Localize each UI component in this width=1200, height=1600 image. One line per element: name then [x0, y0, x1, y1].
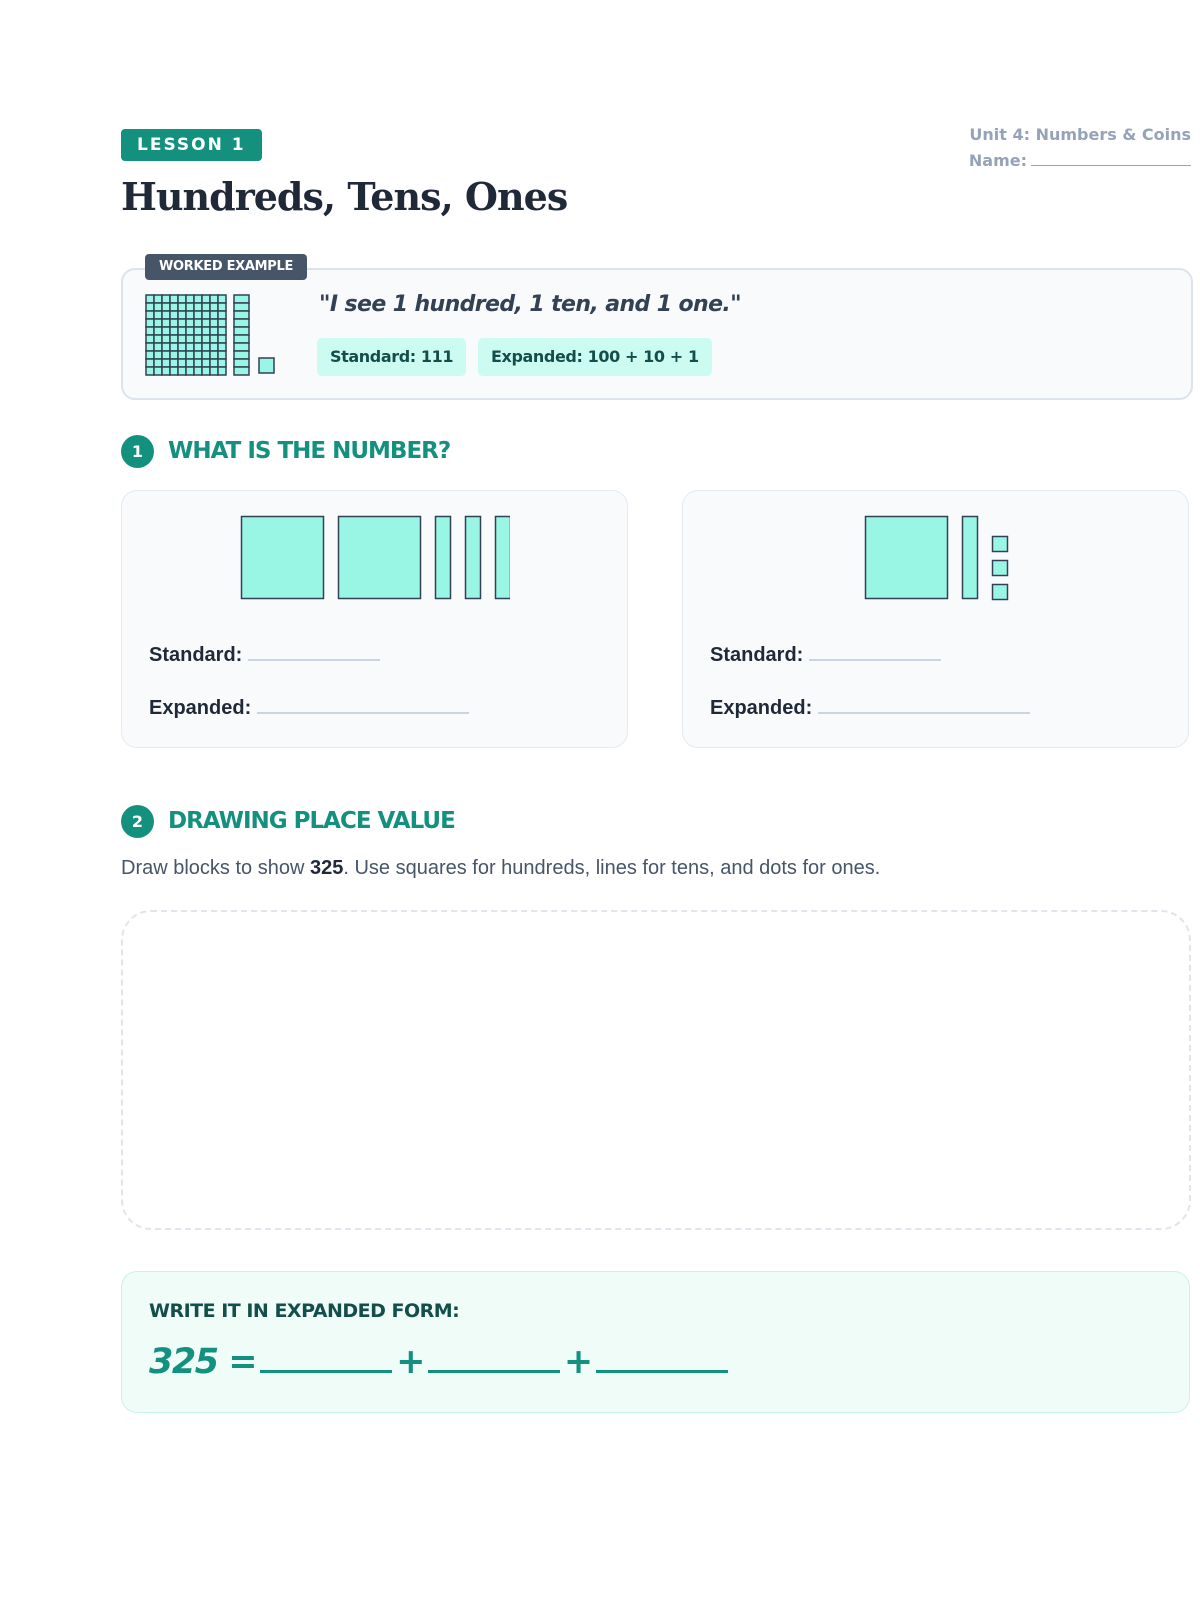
plus-sign: + [396, 1342, 424, 1382]
expanded-label: Expanded: [710, 697, 813, 719]
one-cube [259, 358, 274, 373]
name-label: Name: [968, 151, 1027, 170]
expanded-form-box [121, 1271, 1190, 1413]
expanded-row [710, 694, 1030, 720]
standard-row [149, 641, 380, 667]
expanded-pill: Expanded: 100 + 10 + 1 [478, 338, 712, 376]
ten-rod [963, 517, 978, 599]
worked-example-box [121, 259, 1193, 400]
lesson-badge: LESSON 1 [121, 129, 262, 161]
standard-row [710, 641, 941, 667]
one-cube [993, 561, 1008, 576]
page-title: Hundreds, Tens, Ones [121, 174, 568, 219]
name-row [969, 148, 1191, 174]
ten-rod [466, 517, 481, 599]
tens-blank[interactable] [428, 1340, 560, 1373]
one-cube [993, 537, 1008, 552]
instruction-text: Draw blocks to show [121, 857, 310, 879]
hundred-flat [242, 517, 324, 599]
standard-label: Standard: [149, 644, 243, 666]
worked-example-blocks [145, 294, 285, 384]
expanded-equation [149, 1340, 732, 1382]
unit-info [969, 122, 1191, 174]
section-title: DRAWING PLACE VALUE [168, 808, 455, 834]
hundreds-blank[interactable] [260, 1340, 392, 1373]
standard-answer-blank[interactable] [248, 641, 380, 661]
ten-rod [496, 517, 511, 599]
ones-blank[interactable] [596, 1340, 728, 1373]
hundred-flat [866, 517, 948, 599]
expanded-row [149, 694, 469, 720]
expanded-answer-blank[interactable] [257, 694, 469, 714]
standard-label: Standard: [710, 644, 804, 666]
ten-rod [436, 517, 451, 599]
drawing-area[interactable] [121, 910, 1191, 1230]
target-number: 325 [309, 857, 344, 879]
worked-example-tab: WORKED EXAMPLE [145, 254, 307, 280]
standard-answer-blank[interactable] [809, 641, 941, 661]
instruction-text: . Use squares for hundreds, lines for tens, and dots for ones. [343, 857, 881, 879]
section-number-badge: 1 [121, 435, 154, 468]
plus-sign: + [563, 1342, 592, 1382]
base-ten-blocks [864, 515, 1014, 601]
hundred-flat [339, 517, 421, 599]
standard-pill: Standard: 111 [317, 338, 466, 376]
section-title: WHAT IS THE NUMBER? [168, 438, 451, 464]
one-cube [993, 585, 1008, 600]
problem-card-2 [682, 490, 1189, 748]
problem-card-1 [121, 490, 628, 748]
hundred-flat-grid [146, 295, 226, 375]
unit-title: Unit 4: Numbers & Coins [969, 125, 1191, 144]
ten-rod-segmented [234, 295, 249, 375]
worksheet-page [121, 0, 1191, 1600]
expanded-label: Expanded: [149, 697, 252, 719]
expanded-form-label: WRITE IT IN EXPANDED FORM: [149, 1300, 460, 1322]
worked-example-quote: "I see 1 hundred, 1 ten, and 1 one." [319, 292, 742, 317]
section-number-badge: 2 [121, 805, 154, 838]
equation-lhs: 325 = [149, 1342, 257, 1382]
name-field[interactable] [1031, 149, 1191, 166]
base-ten-blocks [240, 515, 510, 601]
expanded-answer-blank[interactable] [818, 694, 1030, 714]
drawing-instructions [121, 857, 880, 880]
